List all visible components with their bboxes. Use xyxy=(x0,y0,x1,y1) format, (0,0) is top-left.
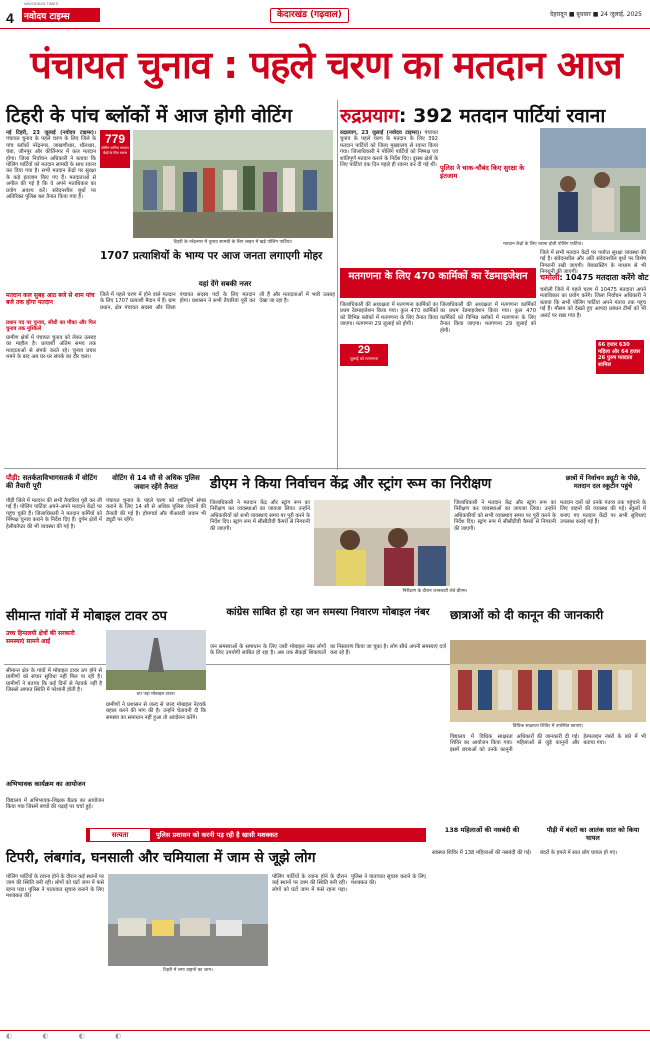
mini-left-body: विद्यालय में अभिभावक-शिक्षक बैठक का आयोजन किया गया जिसमें बच्चों की पढ़ाई पर चर्चा हुई। xyxy=(6,798,104,811)
strip-tag: सत्यता xyxy=(90,829,150,841)
dm-photo xyxy=(314,500,450,586)
footer-marks: ◐ ◐ ◐ ◐ xyxy=(6,1032,136,1040)
training-headline: मतगणना के लिए 470 कार्मिकों का रेंडमाइजेशन xyxy=(340,268,536,298)
rudraprayag-title: : 392 मतदान पार्टियां रवाना xyxy=(398,105,606,127)
badge-number: 779 xyxy=(104,132,126,146)
brand-name: नवोदय टाइम्स xyxy=(24,12,70,22)
rudraprayag-photo xyxy=(540,128,646,240)
traffic-body-2: पोलिंग पार्टियों के रवाना होने के दौरान कई स्थानों पर जाम की स्थिति बनी रही। लोगों को घंटों जाम में फंसे रहना पड़ा। पुलिस ने यातायात सुचारु कराने के लिए मशक्कत की। xyxy=(272,874,426,893)
rudraprayag-text: पंचायत चुनाव के पहले चरण के मतदान के लिए 392 मतदान पार्टियों को जिला मुख्यालय से रवाना किया गया। जिलाधिकारी ने पोलिंग पार्टियों को निष्पक्ष एवं शांतिपूर्ण मतदान कराने के निर्देश दिए। दूरस्थ क्षेत्रों के लिए पार्टियां एक दिन पहले ही रवाना कर दी गई थीं। xyxy=(340,130,438,169)
dm-photo-caption: निरीक्षण के दौरान जानकारी लेते डीएम। xyxy=(402,589,468,594)
tehri-text: पंचायत चुनाव के पहले चरण के लिए जिले के पांच ब्लॉकों नरेंद्रनगर, जाखणीधार, थौलधार, चंबा, जौनपुर और कीर्तिनगर में कल मतदान होगा। जिला निर्वाचन अधिकारी ने बताया कि पोलिंग पार्टियों को मतदान सामग्री के साथ रवाना कर दिया गया है। सभी मतदान केंद्रों पर सुरक्षा के कड़े इंतजाम किए गए हैं। मतदाताओं से अपील की गई है कि वे अपने मताधिकार का प्रयोग अवश्य करें। संवेदनशील बूथों पर अतिरिक्त पुलिस बल तैनात किया गया है। xyxy=(6,136,96,201)
tehri-subhead: मतदान कल सुबह आठ बजे से शाम पांच बजे तक होगा मतदान xyxy=(6,292,95,306)
students-photo-caption: विधिक साक्षरता शिविर में उपस्थित छात्राएं। xyxy=(512,724,584,729)
border-photo-caption: ठप पड़ा मोबाइल टावर। xyxy=(136,692,176,697)
collect-headline: 1707 प्रत्याशियों के भाग्य पर आज जनता लगाएगी मोहर xyxy=(100,250,323,262)
training-body: जिलाधिकारी की अध्यक्षता में मतगणना कार्मिकों का प्रथम रेंडमाइजेशन किया गया। कुल 470 कार्मिकों को विभिन्न ब्लॉकों में मतगणना के लिए तैनात किया जाएगा। मतगणना 29 जुलाई को होगी। xyxy=(340,302,438,328)
tehri-headline: टिहरी के पांच ब्लॉकों में आज होगी वोटिंग xyxy=(6,105,293,127)
dm-headline: डीएम ने किया निर्वाचन केंद्र और स्ट्रांग रूम का निरीक्षण xyxy=(210,476,492,492)
masthead xyxy=(0,0,650,28)
right-short-body: मतदान दलों को उनके गंतव्य तक पहुंचाने के लिए वाहनों की व्यवस्था की गई। स्कूलों में बनाए गए मतदान केंद्रों पर सभी सुविधाएं उपलब्ध कराई गई हैं। xyxy=(560,500,646,526)
peeli-body: पौड़ी जिले में मतदान की सभी तैयारियां पूरी कर ली गई हैं। पोलिंग पार्टियां अपने-अपने मतदान केंद्रों पर पहुंच चुकी हैं। जिलाधिकारी ने मतदान कर्मियों को निष्पक्ष चुनाव कराने के निर्देश दिए हैं। दुर्गम क्षेत्रों में हेलीकॉप्टर की भी व्यवस्था की गई है। xyxy=(6,498,102,530)
rudraprayag-label: रुद्रप्रयाग xyxy=(340,105,399,127)
rudraprayag-body xyxy=(340,130,438,330)
strip-text: पुलिस प्रशासन को करनी पड़ रही है खासी मशक्कत xyxy=(156,831,278,839)
peeli-label: पौड़ी xyxy=(6,474,18,482)
border-body: सीमान्त क्षेत्र के गांवों में मोबाइल टावर ठप होने से ग्रामीणों को संचार सुविधा नहीं मिल पा रही है। ग्रामीणों ने बताया कि कई दिनों से नेटवर्क नहीं है जिससे आपात स्थिति में परेशानी होती है। xyxy=(6,668,102,694)
tehri-body xyxy=(6,130,96,290)
peeli-headline xyxy=(6,474,102,496)
collect-body: जिले में पहले चरण में होने वाले मतदान के लिए 1707 प्रत्याशी मैदान में हैं। ग्राम प्रधान, क्षेत्र पंचायत सदस्य और जिला पंचायत सदस्य पदों के लिए मतदान होगा। प्रशासन ने सभी तैयारियां पूरी कर ली हैं और मतदाताओं में भारी उत्साह देखा जा रहा है। xyxy=(100,292,335,311)
rudra-right-body: जिले में सभी मतदान केंद्रों पर पर्याप्त सुरक्षा व्यवस्था की गई है। संवेदनशील और अति संवेदनशील बूथों पर विशेष निगरानी रखी जाएगी। वेबकास्टिंग के माध्यम से भी निगरानी की जाएगी। xyxy=(540,250,646,276)
tehri-dateline: नई टिहरी, 23 जुलाई (नवोदय टाइम्स)। xyxy=(6,130,96,136)
banner-headline: पंचायत चुनाव : पहले चरण का मतदान आज xyxy=(30,43,622,87)
chamoli-title: : 10475 मतदाता करेंगे वोट xyxy=(559,273,649,282)
border-headline: सीमान्त गांवों में मोबाइल टावर ठप xyxy=(6,609,167,624)
rudraprayag-headline xyxy=(340,102,646,126)
students-photo xyxy=(450,640,646,722)
mini-left-headline: अभिभावक कार्यक्रम का आयोजन xyxy=(6,780,86,788)
rudraprayag-photo-caption: मतदान केंद्रों के लिए रवाना होती पोलिंग पार्टियां। xyxy=(503,242,583,247)
rudraprayag-dateline: रुद्रप्रयाग, 23 जुलाई (नवोदय टाइम्स)। xyxy=(340,130,422,136)
left-col-text: ग्रामीण क्षेत्रों में पंचायत चुनाव को लेकर उत्साह का माहौल है। प्रत्याशी अंतिम समय तक मतदाताओं से संपर्क करते रहे। चुनाव प्रचार थमने के बाद अब घर-घर संपर्क का दौर चला। xyxy=(6,334,96,361)
tehri-photo-caption: टिहरी के नरेंद्रनगर में चुनाव सामग्री के लिए लाइन में खड़े पोलिंग पार्टियां। xyxy=(173,240,293,245)
tehri-photo xyxy=(133,130,333,238)
border-subhead: उच्च हिमालयी क्षेत्रों की सरकारी समस्याएं सामने आईं xyxy=(6,630,75,645)
training-body-2: जिलाधिकारी की अध्यक्षता में मतगणना कार्मिकों का प्रथम रेंडमाइजेशन किया गया। कुल 470 कार्मिकों को विभिन्न ब्लॉकों में मतगणना के लिए तैनात किया जाएगा। मतगणना 29 जुलाई को होगी। xyxy=(440,302,536,334)
mini-right2-headline: पौड़ी में बंदरों का आतंक सात को किया घायल xyxy=(546,826,640,842)
voting14-body: पंचायत चुनाव के पहले चरण को शांतिपूर्ण संपन्न कराने के लिए 14 सौ से अधिक पुलिस जवानों की तैनाती की गई है। होमगार्ड और पीआरडी जवान भी ड्यूटी पर रहेंगे। xyxy=(106,498,206,524)
dm-body-2: जिलाधिकारी ने मतदान केंद्र और स्ट्रांग रूम का निरीक्षण कर व्यवस्थाओं का जायजा लिया। उन्होंने अधिकारियों को सभी व्यवस्थाएं समय पर पूरी करने के निर्देश दिए। स्ट्रांग रूम में सीसीटीवी कैमरों से निगरानी की जाएगी। xyxy=(454,500,556,532)
page-number: 4 xyxy=(6,10,14,26)
right-short-headline: छात्रों में निर्वाचन ड्यूटी के पीछे, मतदान दल स्कूटीन पहुंचे xyxy=(565,474,641,490)
voting14-headline: वोटिंग से 14 सौ से अधिक पुलिस जवान रहेंगे तैनात xyxy=(112,474,200,491)
left-col-block xyxy=(6,320,96,440)
tiny-url: NAVODAYA TIMES xyxy=(24,1,59,6)
mini-right1-body: स्वास्थ्य शिविर में 138 महिलाओं की नसबंदी की गई। xyxy=(432,850,532,856)
traffic-body: पोलिंग पार्टियों के रवाना होने के दौरान कई स्थानों पर जाम की स्थिति बनी रही। लोगों को घंटों जाम में फंसे रहना पड़ा। पुलिस ने यातायात सुचारु कराने के लिए मशक्कत की। xyxy=(6,874,104,900)
traffic-photo-caption: टिहरी में लगा वाहनों का जाम। xyxy=(163,968,213,973)
chamoli-body: चमोली जिले में पहले चरण में 10475 मतदाता अपने मताधिकार का प्रयोग करेंगे। जिला निर्वाचन अधिकारी ने बताया कि सभी पोलिंग पार्टियां अपने गंतव्य तक पहुंच गई हैं। मौसम को देखते हुए आपदा प्रबंधन टीमों को भी अलर्ट पर रखा गया है। xyxy=(540,287,646,319)
congress-headline: कांग्रेस साबित हो रहा जन समस्या निवारण मोबाइल नंबर xyxy=(226,607,430,618)
dm-body: जिलाधिकारी ने मतदान केंद्र और स्ट्रांग रूम का निरीक्षण कर व्यवस्थाओं का जायजा लिया। उन्होंने अधिकारियों को सभी व्यवस्थाएं समय पर पूरी करने के निर्देश दिए। स्ट्रांग रूम में सीसीटीवी कैमरों से निगरानी की जाएगी। xyxy=(210,500,310,532)
issue-date: देहरादून ■ बुधवार ■ 24 जुलाई, 2025 xyxy=(550,11,642,18)
badge-779 xyxy=(100,130,130,168)
date-box xyxy=(340,344,388,366)
chamoli-label: चमोली xyxy=(540,273,560,282)
left-col-heading: प्रधान पद पर चुनाव, सीधी का मौका और फिर चुनाव तक मुश्किलें xyxy=(6,320,96,333)
section-label: केदारखंड (गढ़वाल) xyxy=(270,8,349,23)
badge-text: पोलिंग पार्टियां मतदान केंद्रों के लिए रवाना xyxy=(101,146,129,155)
peeli-title: : सतर्कताविभागसतर्क में वोटिंग की तैयारी पूरी xyxy=(6,474,98,490)
collect-subhead: यहां देंगे सबकी नजर xyxy=(198,280,252,288)
students-body: विद्यालय में विधिक साक्षरता शिविर का आयोजन किया गया। इसमें छात्राओं को उनके कानूनी अधिकारों की जानकारी दी गई। महिलाओं से जुड़े कानूनों और हेल्पलाइन नंबरों के बारे में भी बताया गया। xyxy=(450,734,646,753)
mini-right1-headline: 138 महिलाओं की नसबंदी की xyxy=(444,826,520,834)
mini-right2-body: बंदरों के हमले में सात लोग घायल हो गए। xyxy=(540,850,618,856)
border-col2: ग्रामीणों ने प्रशासन से जल्द से जल्द मोबाइल नेटवर्क बहाल करने की मांग की है। उन्होंने चेतावनी दी कि समस्या का समाधान नहीं हुआ तो आंदोलन करेंगे। xyxy=(106,702,206,721)
rudraprayag-subhead: पुलिस ने चाक-चौबंद किए सुरक्षा के इंतजाम xyxy=(440,164,525,180)
date-box-text: जुलाई को मतगणना xyxy=(349,356,379,361)
chamoli-headline xyxy=(540,272,649,286)
border-photo xyxy=(106,630,206,690)
congress-body: जन समस्याओं के समाधान के लिए जारी मोबाइल नंबर लोगों के लिए उपयोगी साबित हो रहा है। अब तक सैकड़ों शिकायतों का निस्तारण किया जा चुका है। लोग सीधे अपनी समस्याएं दर्ज करा रहे हैं। xyxy=(210,644,446,657)
traffic-headline: टिपरी, लंबगांव, घनसाली और चमियाला में जाम से जूझे लोग xyxy=(6,850,316,866)
chamoli-box: 66 हजार 630 महिला और 64 हजार 26 पुरुष मतदाता शामिल xyxy=(596,340,644,374)
date-box-number: 29 xyxy=(357,344,371,356)
traffic-photo xyxy=(108,874,268,966)
students-headline: छात्राओं को दी कानून की जानकारी xyxy=(450,608,604,622)
